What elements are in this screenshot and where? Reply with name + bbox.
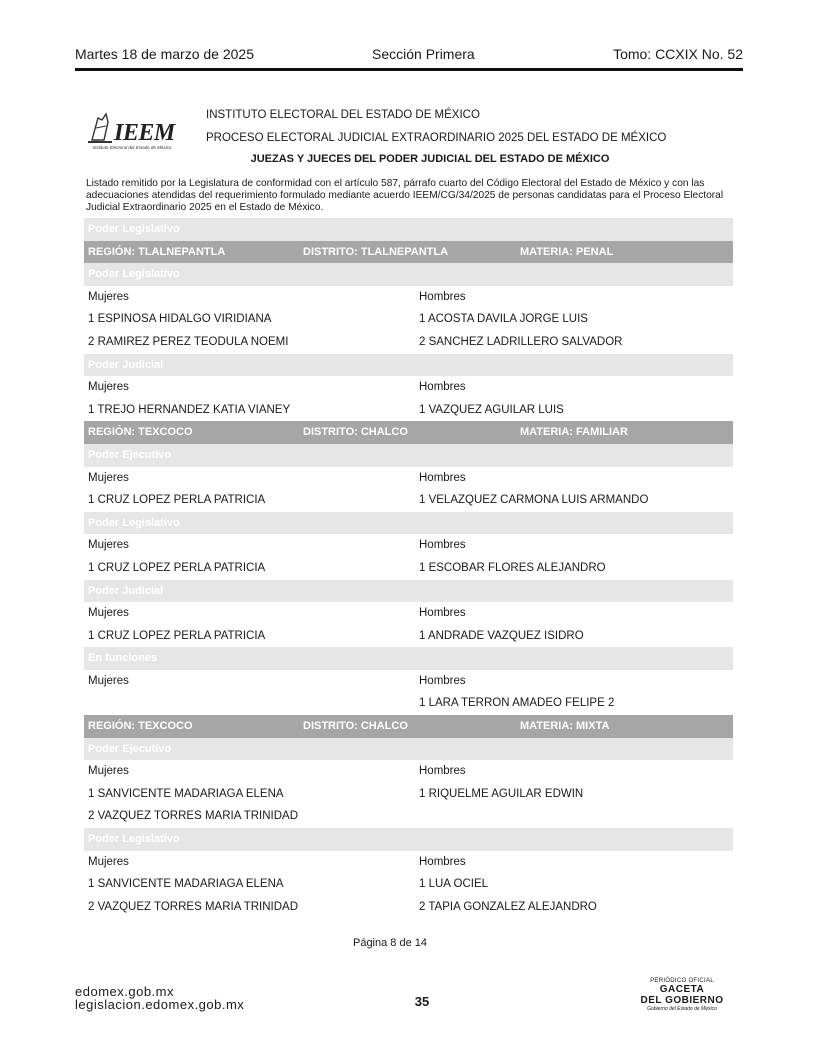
men-cell: Hombres [419,607,466,620]
women-cell: 2 RAMIREZ PEREZ TEODULA NOEMI [88,335,289,348]
footer-link-edomex[interactable]: edomex.gob.mx [75,984,174,999]
district-label: DISTRITO: TLALNEPANTLA [303,245,449,258]
section-label: Poder Ejecutivo [88,742,172,755]
header-volume: Tomo: CCXIX No. 52 [613,46,743,62]
women-cell: Mujeres [88,381,129,394]
region-row [84,241,733,264]
women-cell: Mujeres [88,607,129,620]
table-row [84,873,733,896]
logo-text: IEEM [114,120,175,146]
men-cell: Hombres [419,381,466,394]
table-row [84,692,733,715]
section-row [84,444,733,467]
table-row [84,896,733,919]
men-cell: 2 TAPIA GONZALEZ ALEJANDRO [419,900,597,913]
men-cell: 1 VAZQUEZ AGUILAR LUIS [419,403,564,416]
women-cell: 1 CRUZ LOPEZ PERLA PATRICIA [88,561,266,574]
table-row [84,670,733,693]
men-cell: 1 LUA OCIEL [419,878,489,891]
women-cell: 1 CRUZ LOPEZ PERLA PATRICIA [88,629,266,642]
section-label: Poder Judicial [88,358,164,371]
men-cell: 1 ESCOBAR FLORES ALEJANDRO [419,561,606,574]
table-row [84,399,733,422]
men-cell: Hombres [419,855,466,868]
table-row [84,376,733,399]
table-row [84,308,733,331]
table-row [84,760,733,783]
table-row [84,489,733,512]
gaceta-line-2: GACETA [659,984,705,995]
women-cell: 1 SANVICENTE MADARIAGA ELENA [88,878,284,891]
gaceta-line-3: DEL GOBIERNO [640,995,724,1006]
region-label: REGIÓN: TEXCOCO [88,426,193,439]
table-row [84,851,733,874]
men-cell: 1 RIQUELME AGUILAR EDWIN [419,787,584,800]
section-label: Poder Legislativo [88,268,180,281]
intro-paragraph: Listado remitido por la Legislatura de conformidad con el artículo 587, párrafo cuarto del Código Electoral del Estado de México y con las adecuaciones atendidas del requerimiento formulado mediante acuerdo IEEM/CG/34/2025 de personas candidatas para el Proceso Electoral Judicial Extraordinario 2025 en el Estado de México. [86,178,724,213]
section-label: Poder Legislativo [88,223,180,235]
logo-subtitle: Instituto Electoral del Estado de México [92,145,172,150]
district-label: DISTRITO: CHALCO [303,720,408,733]
page-header [75,46,743,64]
table-row [84,783,733,806]
district-label: DISTRITO: CHALCO [303,426,408,439]
women-cell: Mujeres [88,855,129,868]
women-cell: Mujeres [88,471,129,484]
women-cell: Mujeres [88,539,129,552]
footer-page-number: 35 [414,994,430,1009]
header-date: Martes 18 de marzo de 2025 [75,46,254,62]
women-cell: 1 ESPINOSA HIDALGO VIRIDIANA [88,313,272,326]
table-row [84,557,733,580]
table-row [84,286,733,309]
institution-name: INSTITUTO ELECTORAL DEL ESTADO DE MÉXICO [206,109,480,121]
subject-label: MATERIA: PENAL [520,245,614,258]
region-row [84,421,733,444]
section-label: En funciones [88,652,158,665]
men-cell: Hombres [419,674,466,687]
footer-link-legislacion[interactable]: legislacion.edomex.gob.mx [75,997,245,1012]
women-cell: Mujeres [88,290,129,303]
subject-label: MATERIA: MIXTA [520,720,610,733]
document-title: JUEZAS Y JUECES DEL PODER JUDICIAL DEL ESTADO DE MÉXICO [250,153,610,165]
women-cell: Mujeres [88,674,129,687]
table-row [84,805,733,828]
gaceta-line-4: Gobierno del Estado de México [647,1006,717,1012]
men-cell: Hombres [419,290,466,303]
men-cell: Hombres [419,471,466,484]
region-row [84,715,733,738]
table-row [84,534,733,557]
women-cell: 1 SANVICENTE MADARIAGA ELENA [88,787,284,800]
header-rule [75,68,743,71]
section-row [84,512,733,535]
subject-label: MATERIA: FAMILIAR [520,426,628,439]
section-label: Poder Judicial [88,584,164,597]
section-row [84,218,733,241]
men-cell: 1 VELAZQUEZ CARMONA LUIS ARMANDO [419,494,649,507]
candidates-table [84,218,733,918]
table-row [84,602,733,625]
section-row [84,828,733,851]
gaceta-line-1: PERIÓDICO OFICIAL [650,978,714,984]
section-label: Poder Ejecutivo [88,448,172,461]
section-row [84,647,733,670]
table-row [84,331,733,354]
women-cell: Mujeres [88,765,129,778]
table-row [84,625,733,648]
section-row [84,263,733,286]
section-label: Poder Legislativo [88,833,180,846]
section-label: Poder Legislativo [88,516,180,529]
men-cell: 1 LARA TERRON AMADEO FELIPE 2 [419,697,615,710]
women-cell: 2 VAZQUEZ TORRES MARIA TRINIDAD [88,900,299,913]
women-cell: 2 VAZQUEZ TORRES MARIA TRINIDAD [88,810,299,823]
region-label: REGIÓN: TEXCOCO [88,720,193,733]
gaceta-logo [630,978,734,1012]
section-row [84,738,733,761]
men-cell: Hombres [419,765,466,778]
men-cell: 1 ACOSTA DAVILA JORGE LUIS [419,313,588,326]
process-name: PROCESO ELECTORAL JUDICIAL EXTRAORDINARIO 2025 DEL ESTADO DE MÉXICO [206,132,667,144]
header-section: Sección Primera [372,46,475,62]
women-cell: 1 TREJO HERNANDEZ KATIA VIANEY [88,403,291,416]
page-number: Página 8 de 14 [352,937,427,949]
footer-links [75,985,244,1011]
ieem-logo [86,110,178,154]
section-row [84,580,733,603]
men-cell: Hombres [419,539,466,552]
women-cell: 1 CRUZ LOPEZ PERLA PATRICIA [88,494,266,507]
section-row [84,354,733,377]
table-row [84,467,733,490]
region-label: REGIÓN: TLALNEPANTLA [88,245,226,258]
men-cell: 1 ANDRADE VAZQUEZ ISIDRO [419,629,584,642]
men-cell: 2 SANCHEZ LADRILLERO SALVADOR [419,335,623,348]
